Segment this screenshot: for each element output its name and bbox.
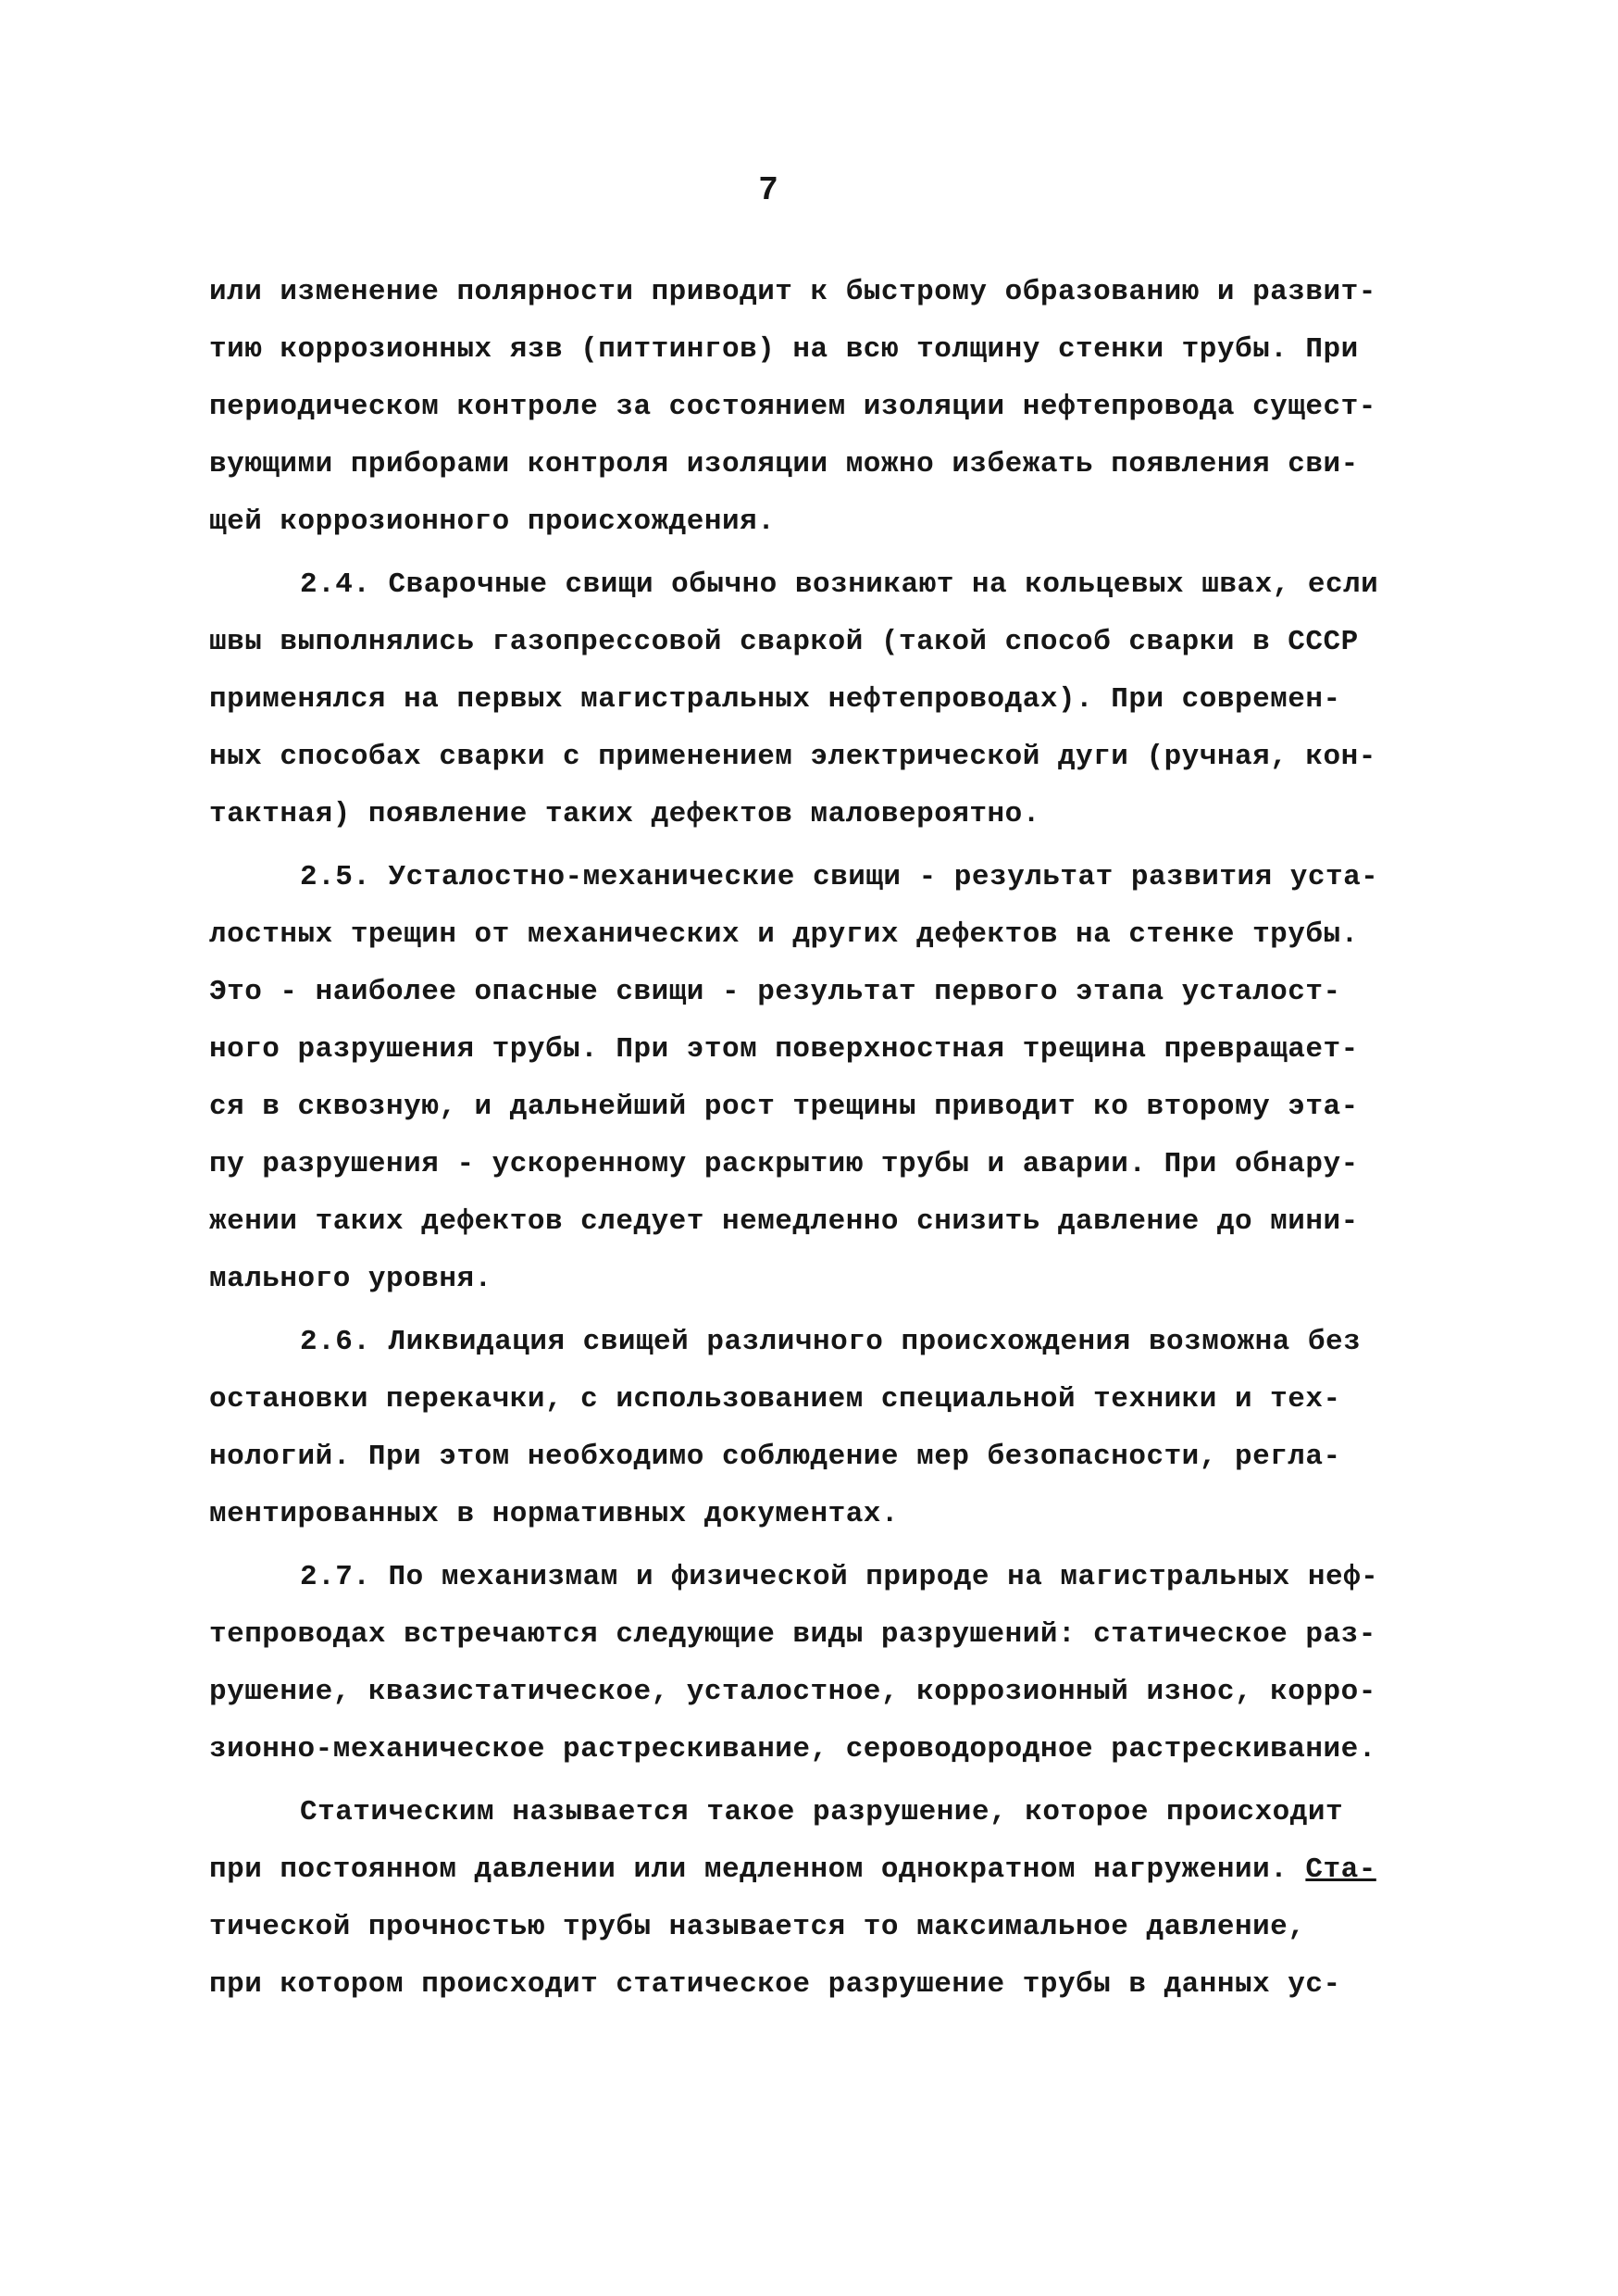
paragraph-corrosion xyxy=(209,264,1440,551)
text-line: тактная) появление таких дефектов маловероятно. xyxy=(209,798,1040,830)
text-line: лостных трещин от механических и других дефектов на стенке трубы. xyxy=(209,918,1359,951)
text-line xyxy=(209,1841,1440,1899)
text-line: 2.5. Усталостно-механические свищи - результат развития уста- xyxy=(300,861,1379,893)
text-line: зионно-механическое растрескивание, сероводородное растрескивание. xyxy=(209,1733,1376,1766)
text-line: Статическим называется такое разрушение, которое происходит xyxy=(300,1796,1344,1828)
text-line: нологий. При этом необходимо соблюдение мер безопасности, регла- xyxy=(209,1441,1341,1473)
text-line: рушение, квазистатическое, усталостное, коррозионный износ, корро- xyxy=(209,1676,1376,1708)
text-segment: при постоянном давлении или медленном однократном нагружении. xyxy=(209,1853,1306,1886)
paragraph-2-5 xyxy=(209,849,1440,1308)
text-line: ментированных в нормативных документах. xyxy=(209,1498,900,1530)
text-line: ных способах сварки с применением электрической дуги (ручная, кон- xyxy=(209,741,1376,773)
page-number: 7 xyxy=(758,171,778,209)
text-line: применялся на первых магистральных нефтепроводах). При современ- xyxy=(209,683,1341,716)
text-line: 2.6. Ликвидация свищей различного происхождения возможна без xyxy=(300,1326,1362,1358)
text-line: пу разрушения - ускоренному раскрытию трубы и аварии. При обнару- xyxy=(209,1148,1359,1180)
text-line: 2.4. Сварочные свищи обычно возникают на кольцевых швах, если xyxy=(300,568,1379,601)
paragraph-2-4 xyxy=(209,556,1440,843)
text-line: 2.7. По механизмам и физической природе на магистральных неф- xyxy=(300,1561,1379,1593)
text-line: ного разрушения трубы. При этом поверхностная трещина превращает- xyxy=(209,1033,1359,1066)
text-line: при котором происходит статическое разрушение трубы в данных ус- xyxy=(209,1968,1341,2001)
text-line: остановки перекачки, с использованием специальной техники и тех- xyxy=(209,1383,1341,1416)
text-line: жении таких дефектов следует немедленно снизить давление до мини- xyxy=(209,1205,1359,1238)
paragraph-static-failure xyxy=(209,1784,1440,2014)
text-line: мального уровня. xyxy=(209,1263,492,1295)
text-line: вующими приборами контроля изоляции можно избежать появления сви- xyxy=(209,448,1359,480)
paragraph-2-7 xyxy=(209,1549,1440,1778)
text-line: тической прочностью трубы называется то максимальное давление, xyxy=(209,1911,1306,1943)
text-line: или изменение полярности приводит к быстрому образованию и развит- xyxy=(209,276,1376,308)
text-line: швы выполнялись газопрессовой сваркой (такой способ сварки в СССР xyxy=(209,626,1359,658)
text-line: Это - наиболее опасные свищи - результат первого этапа усталост- xyxy=(209,976,1341,1008)
body-text xyxy=(209,264,1440,2019)
text-line: ся в сквозную, и дальнейший рост трещины приводит ко второму эта- xyxy=(209,1091,1359,1123)
text-line: тию коррозионных язв (питтингов) на всю толщину стенки трубы. При xyxy=(209,333,1359,366)
text-line: щей коррозионного происхождения. xyxy=(209,505,776,538)
paragraph-2-6 xyxy=(209,1314,1440,1543)
text-line: тепроводах встречаются следующие виды разрушений: статическое раз- xyxy=(209,1618,1376,1651)
underlined-term: Ста- xyxy=(1305,1853,1376,1886)
text-line: периодическом контроле за состоянием изоляции нефтепровода сущест- xyxy=(209,391,1376,423)
